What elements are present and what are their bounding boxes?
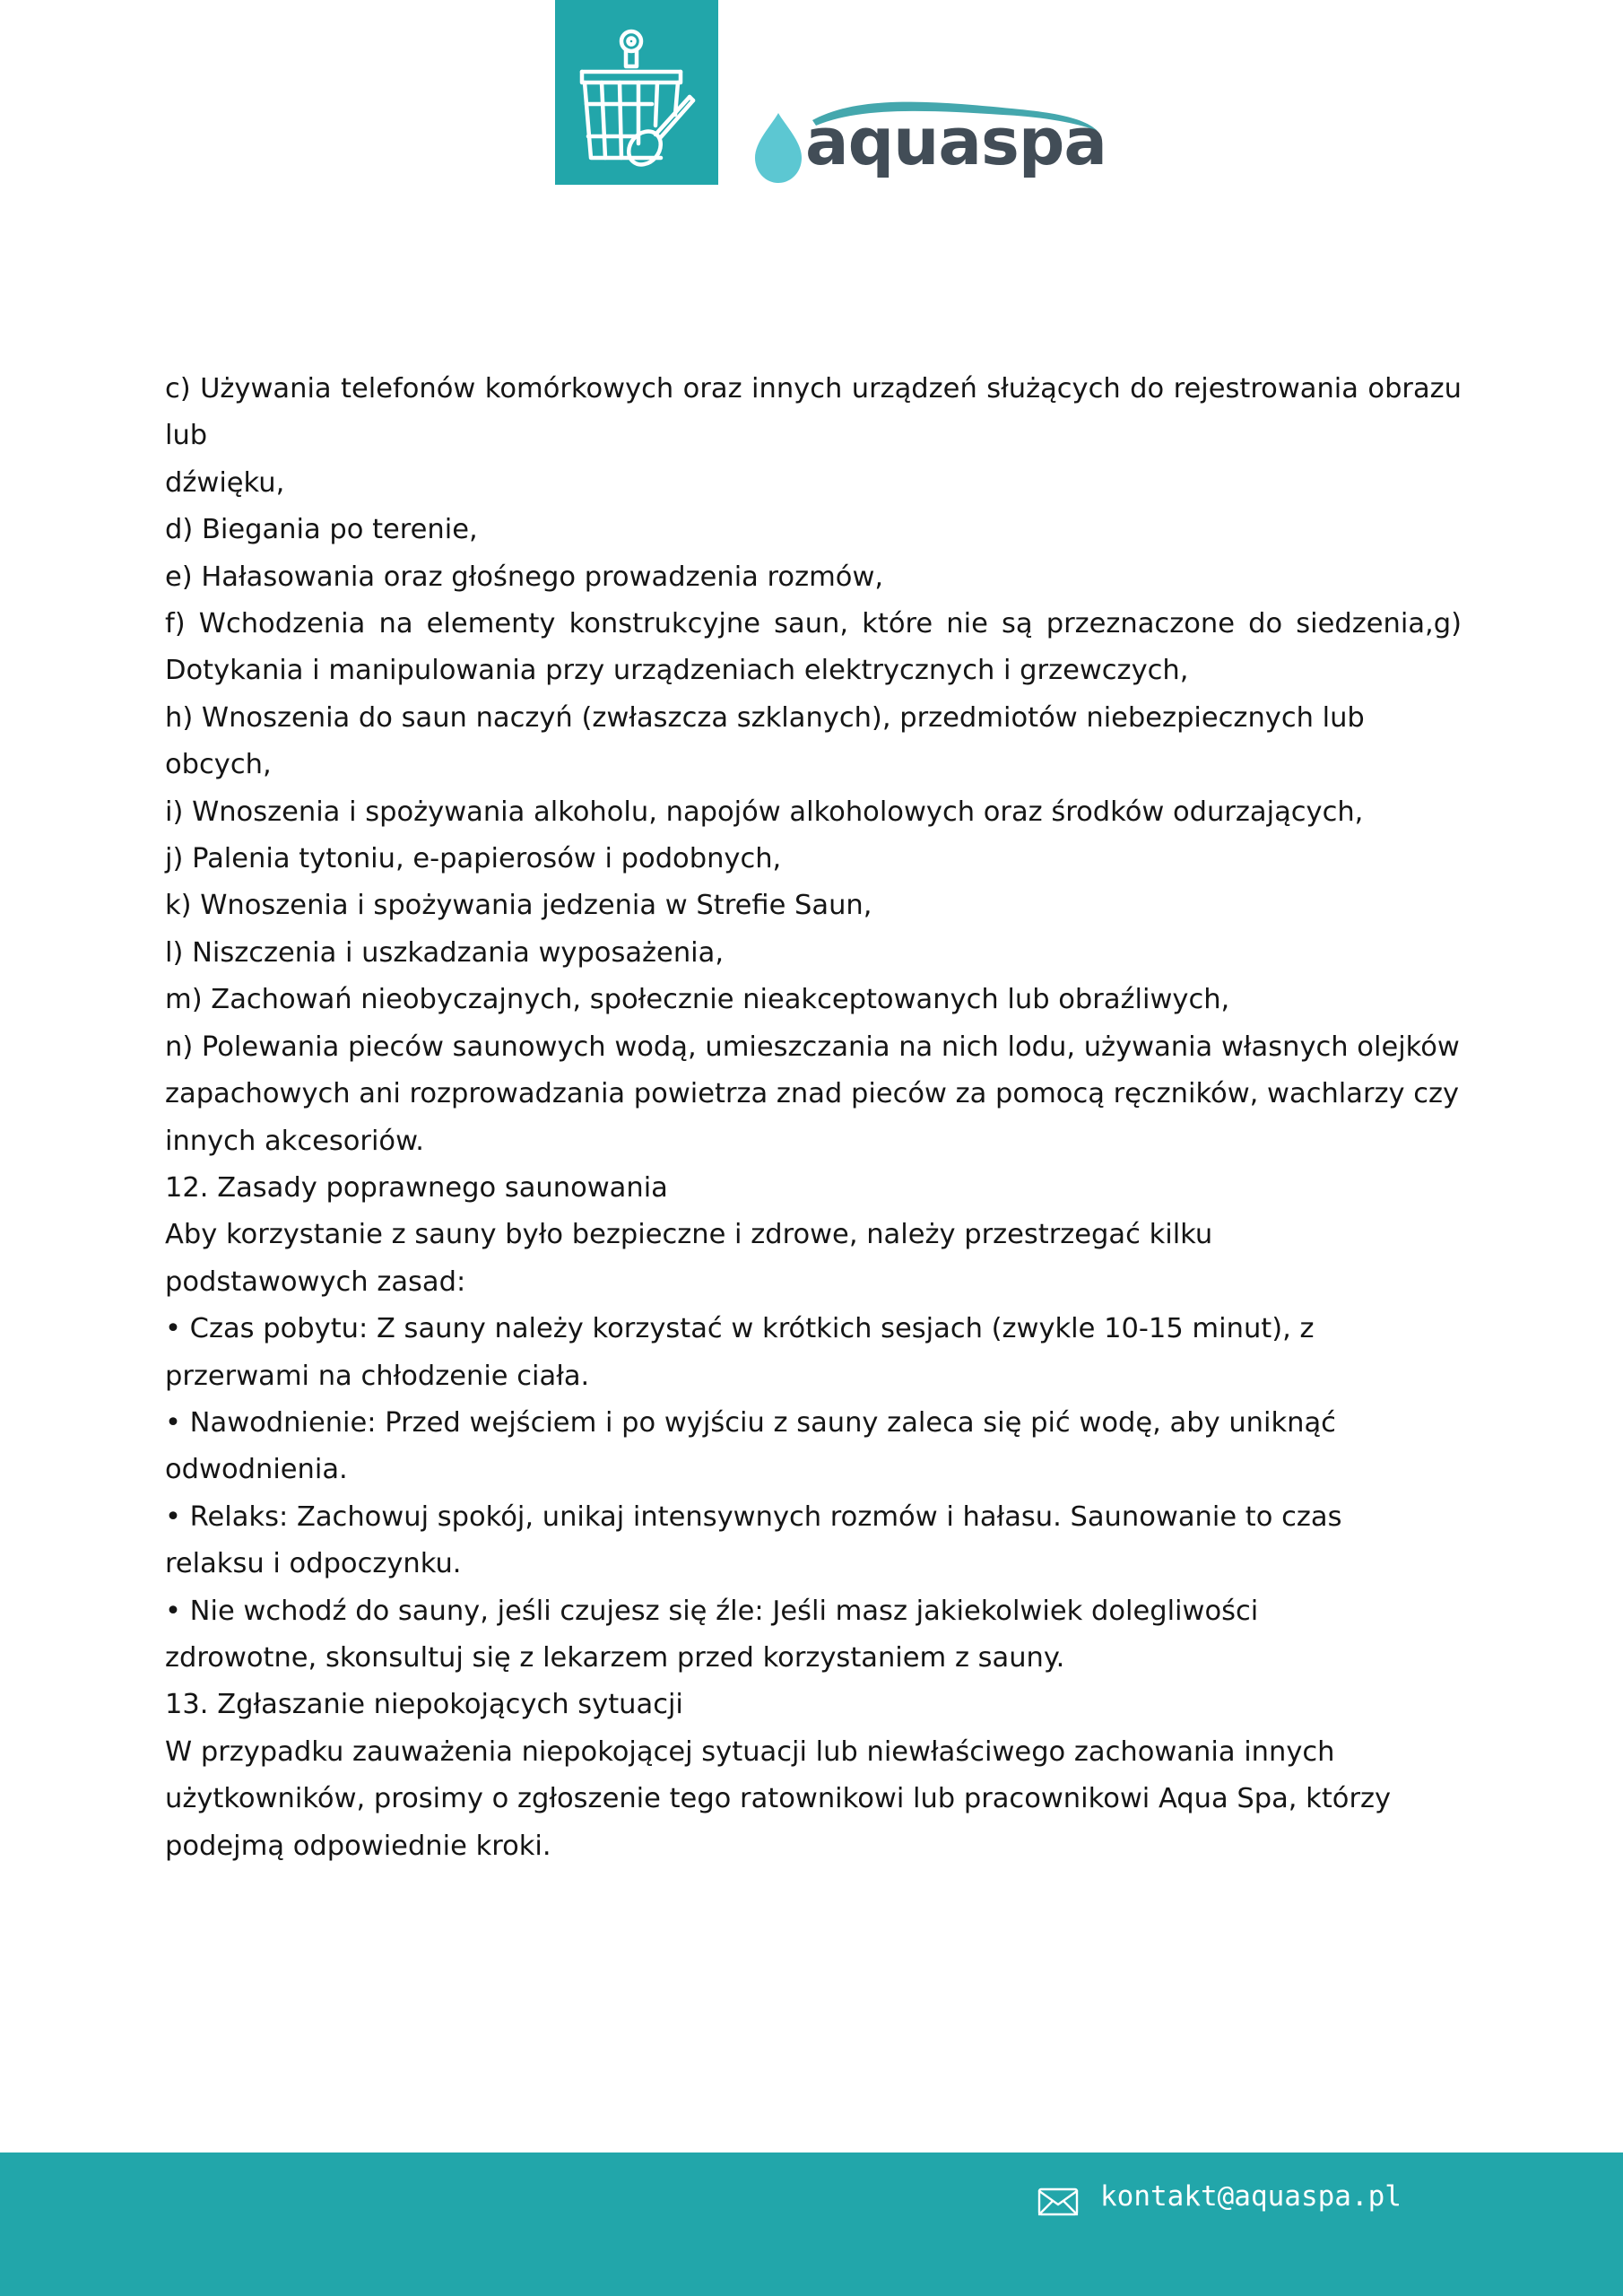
sauna-bucket-ladle-icon <box>555 0 718 185</box>
text-line: e) Hałasowania oraz głośnego prowadzenia rozmów, <box>165 561 884 593</box>
bullet-item: • Nie wchodź do sauny, jeśli czujesz się źle: Jeśli masz jakiekolwiek dolegliwości <box>165 1595 1259 1627</box>
text-line: m) Zachowań nieobyczajnych, społecznie nieakceptowanych lub obraźliwych, <box>165 984 1230 1016</box>
text-line: l) Niszczenia i uszkadzania wyposażenia, <box>165 936 725 969</box>
text-line: n) Polewania pieców saunowych wodą, umieszczania na nich lodu, używania własnych olejków <box>165 1031 1460 1063</box>
sauna-logo-box <box>555 0 718 185</box>
text-line: j) Palenia tytoniu, e-papierosów i podobnych, <box>165 843 782 875</box>
brand-wordmark: aquaspa <box>805 104 1107 179</box>
aquaspa-logo <box>751 95 1110 194</box>
regulations-text <box>165 366 1462 1870</box>
page-header <box>0 0 1623 188</box>
bullet-item: • Relaks: Zachowuj spokój, unikaj intensywnych rozmów i hałasu. Saunowanie to czas <box>165 1500 1342 1533</box>
page-footer <box>0 2152 1623 2296</box>
text-line: dźwięku, <box>165 466 285 499</box>
text-line: odwodnienia. <box>165 1454 348 1486</box>
text-line: przerwami na chłodzenie ciała. <box>165 1360 590 1392</box>
text-line: c) Używania telefonów komórkowych oraz innych urządzeń służących do rejestrowania obrazu <box>165 373 1462 404</box>
text-line: relaksu i odpoczynku. <box>165 1548 462 1580</box>
section-heading: 12. Zasady poprawnego saunowania <box>165 1171 668 1204</box>
text-line: zapachowych ani rozprowadzania powietrza znad pieców za pomocą ręczników, wachlarzy czy <box>165 1078 1460 1110</box>
text-line: k) Wnoszenia i spożywania jedzenia w Strefie Saun, <box>165 890 872 922</box>
text-line: podejmą odpowiednie kroki. <box>165 1830 551 1862</box>
text-line: i) Wnoszenia i spożywania alkoholu, napojów alkoholowych oraz środków odurzających, <box>165 796 1364 828</box>
contact-email-link[interactable]: kontakt@aquaspa.pl <box>1100 2180 1402 2213</box>
bullet-item: • Czas pobytu: Z sauny należy korzystać w krótkich sesjach (zwykle 10-15 minut), z <box>165 1313 1315 1345</box>
text-line: podstawowych zasad: <box>165 1265 466 1298</box>
text-line: Dotykania i manipulowania przy urządzeniach elektrycznych i grzewczych, <box>165 655 1189 687</box>
text-line: użytkowników, prosimy o zgłoszenie tego ratownikowi lub pracownikowi Aqua Spa, którzy <box>165 1783 1392 1815</box>
section-heading: 13. Zgłaszanie niepokojących sytuacji <box>165 1689 683 1721</box>
bullet-item: • Nawodnienie: Przed wejściem i po wyjściu z sauny zaleca się pić wodę, aby uniknąć <box>165 1406 1336 1439</box>
mail-icon <box>1037 2187 1079 2217</box>
text-line: W przypadku zauważenia niepokojącej sytuacji lub niewłaściwego zachowania innych <box>165 1735 1335 1768</box>
water-drop-icon <box>755 113 802 183</box>
text-line: f) Wchodzenia na elementy konstrukcyjne saun, które nie są przeznaczone do siedzenia,g) <box>165 608 1462 640</box>
text-line: d) Biegania po terenie, <box>165 514 478 546</box>
text-line: innych akcesoriów. <box>165 1125 424 1157</box>
text-line: Aby korzystanie z sauny było bezpieczne i zdrowe, należy przestrzegać kilku <box>165 1219 1213 1251</box>
text-line: lub <box>165 420 208 452</box>
text-line: zdrowotne, skonsultuj się z lekarzem przed korzystaniem z sauny. <box>165 1641 1065 1674</box>
text-line: h) Wnoszenia do saun naczyń (zwłaszcza szklanych), przedmiotów niebezpiecznych lub obcych, <box>165 701 1365 781</box>
